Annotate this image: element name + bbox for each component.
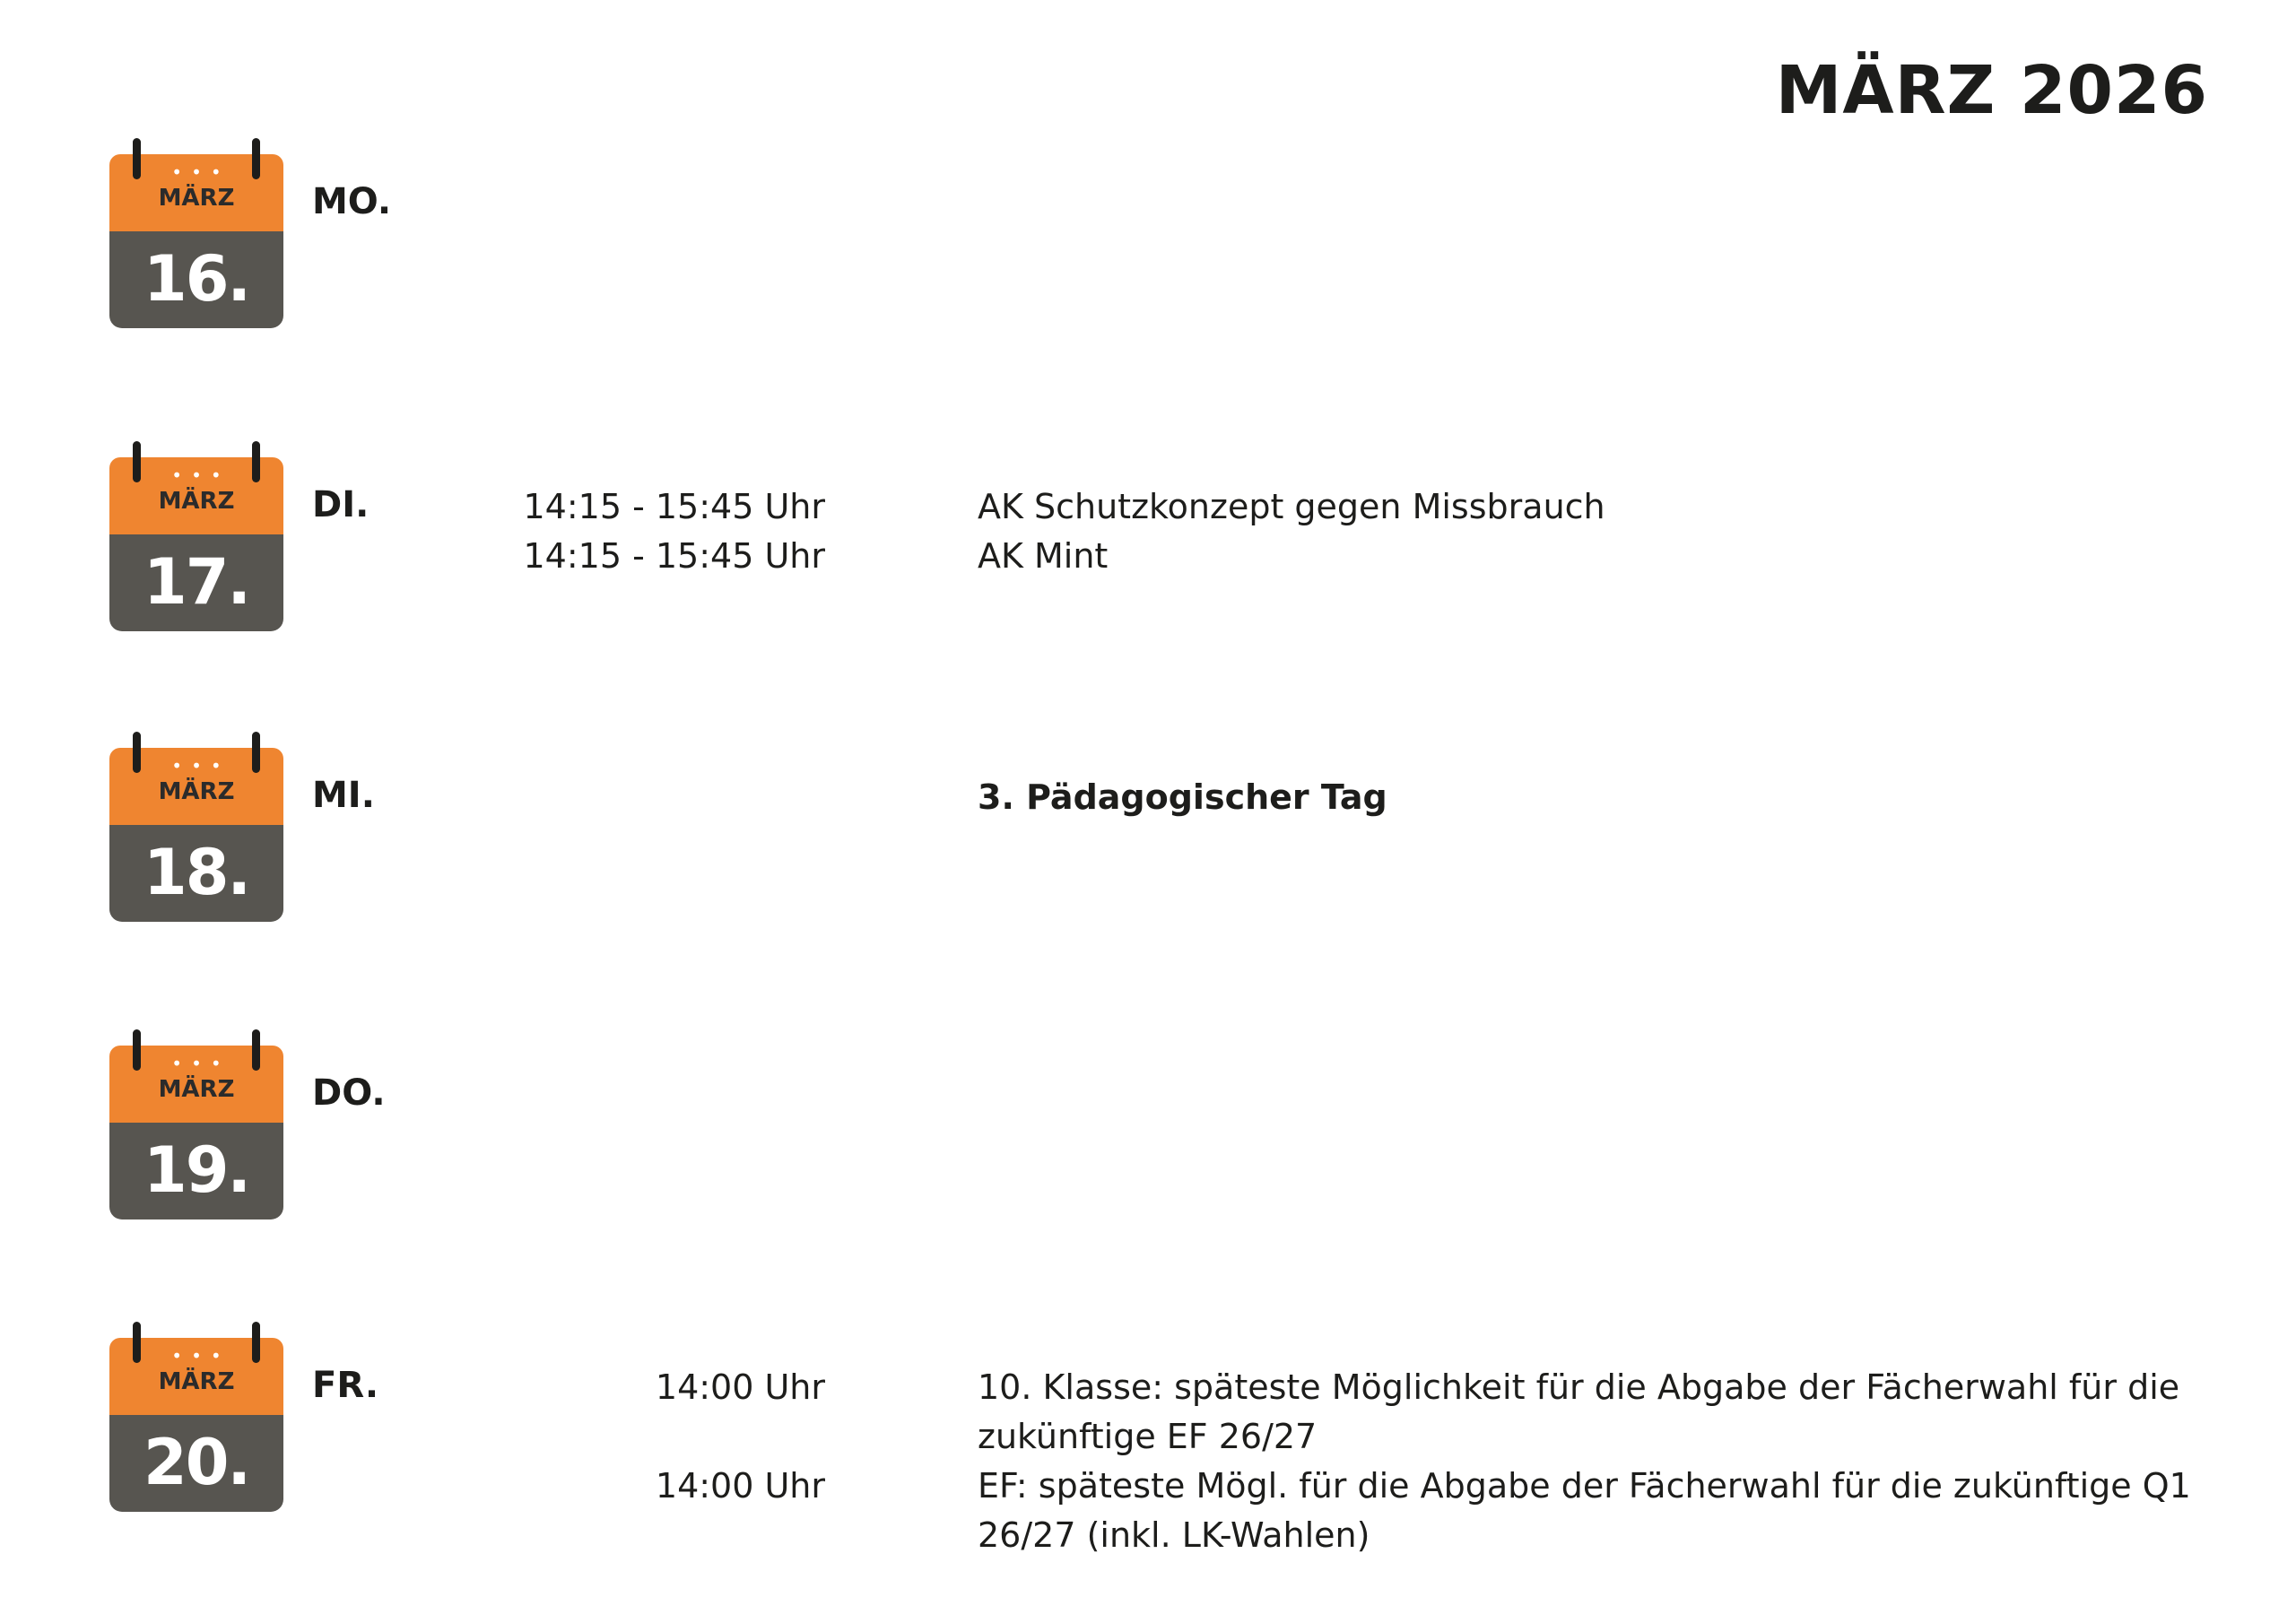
calendar-month: MÄRZ <box>158 1368 235 1395</box>
calendar-dots: ••• <box>171 755 230 777</box>
event-title: AK Schutzkonzept gegen Missbrauch <box>978 487 1605 526</box>
event-list <box>502 773 2206 822</box>
day-row <box>0 138 2296 335</box>
event-time: 14:15 - 15:45 Uhr <box>523 487 825 526</box>
calendar-icon <box>109 138 283 328</box>
calendar-day-number: 16. <box>143 242 249 316</box>
event-list <box>502 1363 2206 1560</box>
weekday-label: FR. <box>312 1365 379 1406</box>
event-item <box>502 1462 2206 1560</box>
event-item <box>502 1363 2206 1462</box>
event-item <box>502 532 2206 581</box>
day-row <box>0 441 2296 638</box>
event-time: 14:00 Uhr <box>655 1466 825 1506</box>
page-title: MÄRZ 2026 <box>1775 52 2208 129</box>
day-row <box>0 1029 2296 1227</box>
weekday-label: DO. <box>312 1072 386 1114</box>
calendar-dots: ••• <box>171 161 230 183</box>
calendar-icon <box>109 441 283 631</box>
event-time: 14:00 Uhr <box>655 1367 825 1407</box>
calendar-icon <box>109 1029 283 1219</box>
calendar-month: MÄRZ <box>158 185 235 212</box>
calendar-dots: ••• <box>171 1345 230 1367</box>
calendar-day-number: 19. <box>143 1133 249 1207</box>
calendar-dots: ••• <box>171 1053 230 1074</box>
event-title: AK Mint <box>978 536 1109 576</box>
calendar-dots: ••• <box>171 464 230 486</box>
calendar-month: MÄRZ <box>158 778 235 805</box>
calendar-day-number: 20. <box>143 1426 249 1499</box>
event-title: EF: späteste Mögl. für die Abgabe der Fächerwahl für die zukünftige Q1 26/27 (inkl. LK-Wahlen) <box>978 1466 2191 1555</box>
event-time: 14:15 - 15:45 Uhr <box>523 536 825 576</box>
calendar-day-number: 17. <box>143 545 249 619</box>
calendar-day-number: 18. <box>143 836 249 909</box>
event-list <box>502 482 2206 581</box>
weekday-label: MI. <box>312 775 375 816</box>
event-item <box>502 773 2206 822</box>
weekday-label: MO. <box>312 181 392 222</box>
event-item <box>502 482 2206 532</box>
event-title: 3. Pädagogischer Tag <box>978 777 1387 817</box>
event-title: 10. Klasse: späteste Möglichkeit für die Abgabe der Fächerwahl für die zukünftige EF 26/27 <box>978 1367 2180 1456</box>
day-row <box>0 732 2296 929</box>
calendar-month: MÄRZ <box>158 488 235 515</box>
calendar-icon <box>109 1322 283 1512</box>
day-row <box>0 1322 2296 1591</box>
calendar-month: MÄRZ <box>158 1076 235 1103</box>
weekday-label: DI. <box>312 484 370 525</box>
calendar-icon <box>109 732 283 922</box>
